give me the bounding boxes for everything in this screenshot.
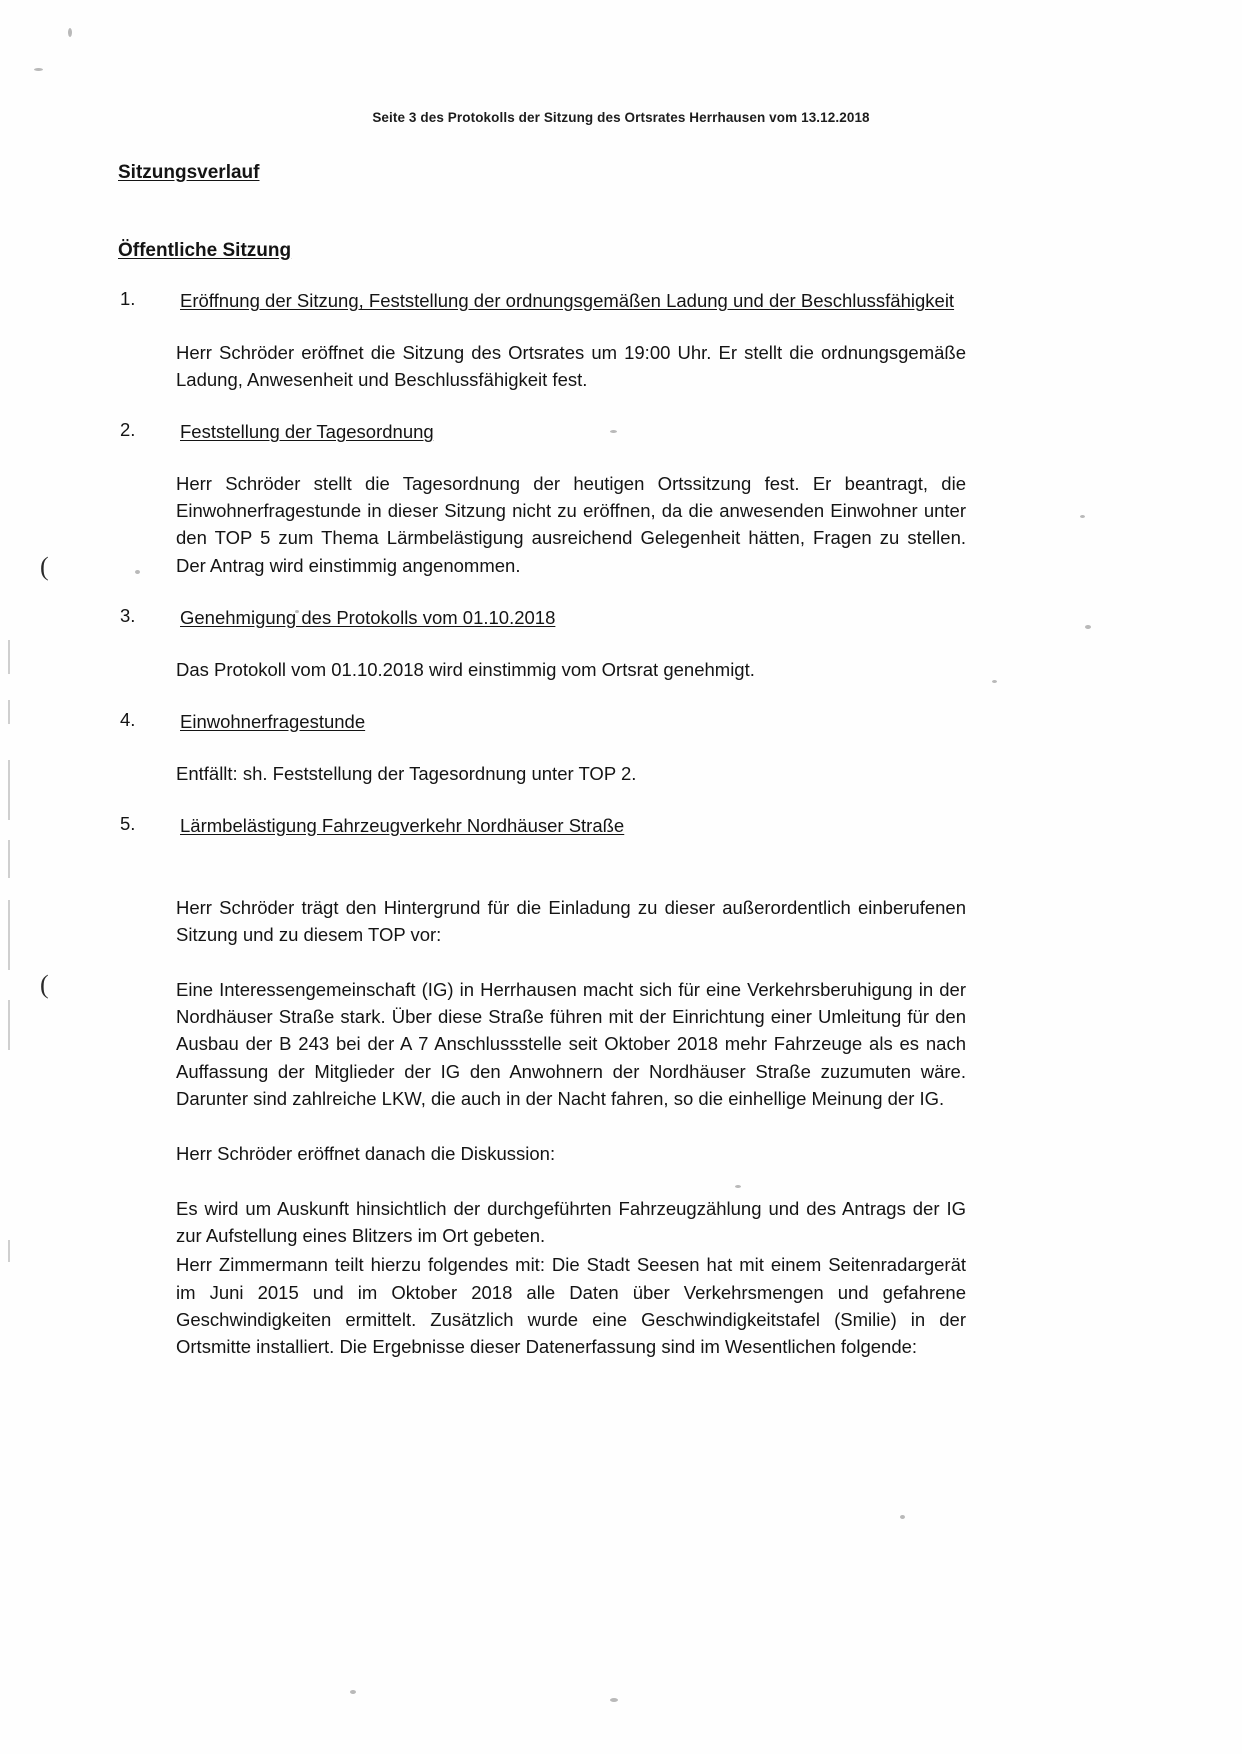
agenda-item-title — [56, 288, 970, 315]
agenda-item-title-text: Lärmbelästigung Fahrzeugverkehr Nordhäuser Straße — [180, 814, 625, 836]
agenda-item — [118, 288, 970, 315]
document-body — [118, 162, 970, 1360]
scan-edge-line — [8, 640, 10, 674]
scan-speck — [900, 1515, 905, 1519]
scan-edge-line — [8, 840, 10, 878]
margin-mark: ( — [40, 970, 49, 999]
paragraph: Entfällt: sh. Feststellung der Tagesordnung unter TOP 2. — [176, 762, 637, 784]
page-header: Seite 3 des Protokolls der Sitzung des Ortsrates Herrhausen vom 13.12.2018 — [372, 110, 870, 125]
subsection-heading: Öffentliche Sitzung — [118, 240, 292, 261]
paragraph: Herr Schröder eröffnet die Sitzung des Ortsrates um 19:00 Uhr. Er stellt die ordnungsgemäße Ladung, Anwesenheit und Beschlussfähigkeit fest. — [176, 341, 966, 390]
scan-speck — [1080, 515, 1085, 518]
agenda-item-title — [56, 419, 970, 446]
scan-edge-line — [8, 760, 10, 820]
agenda-item — [118, 709, 970, 736]
agenda-item-number: 3. — [120, 604, 136, 626]
scan-speck — [68, 28, 72, 37]
agenda-item — [118, 813, 970, 840]
agenda-item-title-text: Einwohnerfragestunde — [180, 710, 366, 732]
paragraph: Herr Schröder trägt den Hintergrund für die Einladung zu dieser außerordentlich einberufenen Sitzung und zu diesem TOP vor: — [176, 896, 966, 945]
scan-edge-line — [8, 1000, 10, 1050]
paragraph: Eine Interessengemeinschaft (IG) in Herrhausen macht sich für eine Verkehrsberuhigung in der Nordhäuser Straße stark. Über diese Straße führen mit der Einrichtung einer Umleitung für den Ausbau der B 243 bei der A 7 Anschlussstelle seit Oktober 2018 mehr Fahrzeuge als es nach Auffassung der Mitglieder der IG den Anwohnern der Nordhäuser Straße zuzumuten wäre. Darunter sind zahlreiche LKW, die auch in der Nacht fahren, so die einhellige Meinung der IG. — [176, 978, 966, 1109]
section-heading: Sitzungsverlauf — [118, 162, 260, 183]
agenda-item — [118, 419, 970, 446]
margin-mark: ( — [40, 552, 49, 581]
paragraph: Herr Zimmermann teilt hierzu folgendes mit: Die Stadt Seesen hat mit einem Seitenradargerät im Juni 2015 und im Oktober 2018 alle Daten über Verkehrsmengen und gefahrene Geschwindigkeiten ermittelt. Zusätzlich wurde eine Geschwindigkeitstafel (Smilie) in der Ortsmitte installiert. Die Ergebnisse dieser Datenerfassung sind im Wesentlichen folgende: — [176, 1254, 966, 1357]
agenda-item-title — [56, 605, 970, 632]
agenda-item-number: 1. — [120, 288, 136, 309]
scan-speck — [992, 680, 997, 683]
scan-speck — [1085, 625, 1091, 629]
agenda-item-title — [56, 813, 970, 840]
agenda-item-title-text: Genehmigung des Protokolls vom 01.10.2018 — [180, 606, 556, 628]
scan-edge-line — [8, 900, 10, 970]
scan-speck — [610, 1698, 618, 1702]
paragraph: Herr Schröder eröffnet danach die Diskussion: — [176, 1142, 556, 1164]
agenda-item — [118, 605, 970, 632]
scan-edge-line — [8, 700, 10, 724]
paragraph: Das Protokoll vom 01.10.2018 wird einstimmig vom Ortsrat genehmigt. — [176, 658, 755, 680]
paragraph: Herr Schröder stellt die Tagesordnung der heutigen Ortssitzung fest. Er beantragt, die Einwohnerfragestunde in dieser Sitzung nicht zu eröffnen, da die anwesenden Einwohner unter den TOP 5 zum Thema Lärmbelästigung ausreichend Gelegenheit hätten, Fragen zu stellen. Der Antrag wird einstimmig angenommen. — [176, 473, 966, 576]
agenda-item-number: 5. — [120, 812, 136, 834]
agenda-item-number: 4. — [120, 708, 136, 730]
scan-speck — [34, 68, 43, 71]
scan-edge-line — [8, 1240, 10, 1262]
paragraph: Es wird um Auskunft hinsichtlich der durchgeführten Fahrzeugzählung und des Antrags der IG zur Aufstellung eines Blitzers im Ort gebeten. — [176, 1198, 966, 1247]
agenda-item-title-text: Eröffnung der Sitzung, Feststellung der ordnungsgemäßen Ladung und der Beschlussfähigkeit — [180, 290, 955, 311]
agenda-item-title — [56, 709, 970, 736]
scan-speck — [350, 1690, 356, 1694]
agenda-item-title-text: Feststellung der Tagesordnung — [180, 421, 434, 443]
agenda-item-number: 2. — [120, 419, 136, 441]
